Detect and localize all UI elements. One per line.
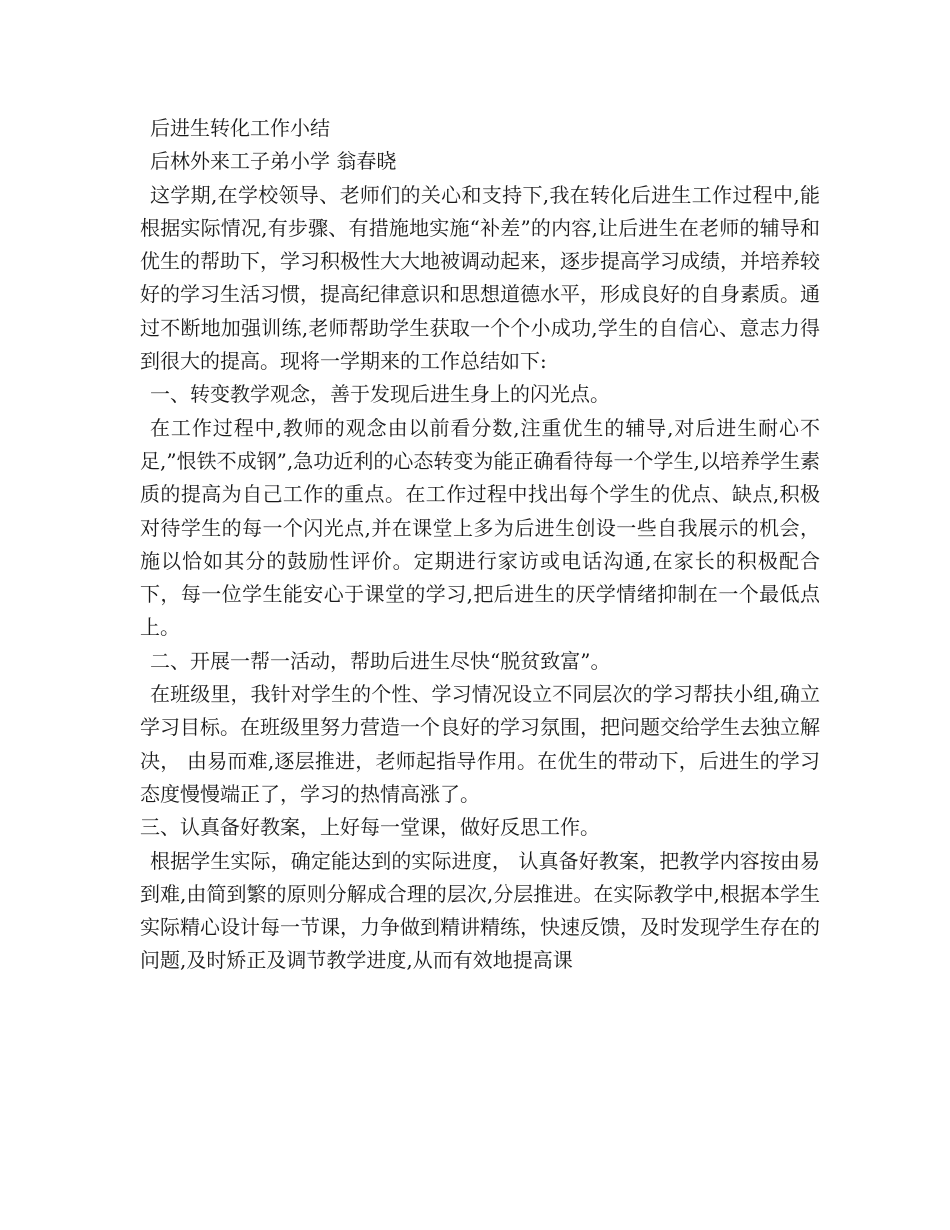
document-page (140, 112, 820, 978)
paragraph-intro: 这学期,在学校领导、老师们的关心和支持下,我在转化后进生工作过程中,能根据实际情况,有步骤、有措施地实施“补差”的内容,让后进生在老师的辅导和优生的帮助下，学习积极性大大地被调动起来，逐步提高学习成绩，并培养较好的学习生活习惯，提高纪律意识和思想道德水平，形成良好的自身素质。通过不断地加强训练,老师帮助学生获取一个个小成功,学生的自信心、意志力得到很大的提高。现将一学期来的工作总结如下: (140, 182, 820, 374)
paragraph-section-1: 在工作过程中,教师的观念由以前看分数,注重优生的辅导,对后进生耐心不足,”恨铁不成钢”,急功近利的心态转变为能正确看待每一个学生,以培养学生素质的提高为自己工作的重点。在工作过程中找出每个学生的优点、缺点,积极对待学生的每一个闪光点,并在课堂上多为后进生创设一些自我展示的机会，施以恰如其分的鼓励性评价。定期进行家访或电话沟通,在家长的积极配合下，每一位学生能安心于课堂的学习,把后进生的厌学情绪抑制在一个最低点上。 (140, 415, 820, 640)
section-heading-1: 一、转变教学观念，善于发现后进生身上的闪光点。 (150, 382, 610, 407)
section-heading-2: 二、开展一帮一活动，帮助后进生尽快“脱贫致富”。 (150, 648, 611, 673)
section-heading-3: 三、认真备好教案，上好每一堂课，做好反思工作。 (140, 815, 600, 840)
paragraph-section-3: 根据学生实际，确定能达到的实际进度， 认真备好教案，把教学内容按由易到难,由简到繁的原则分解成合理的层次,分层推进。在实际教学中,根据本学生实际精心设计每一节课，力争做到精讲精练，快速反馈，及时发现学生存在的问题,及时矫正及调节教学进度,从而有效地提高课 (140, 848, 820, 973)
paragraph-section-2: 在班级里，我针对学生的个性、学习情况设立不同层次的学习帮扶小组,确立学习目标。在班级里努力营造一个良好的学习氛围，把问题交给学生去独立解决， 由易而难,逐层推进，老师起指导作用。在优生的带动下，后进生的学习态度慢慢端正了，学习的热情高涨了。 (140, 682, 820, 806)
author-line: 后林外来工子弟小学 翁春晓 (150, 149, 397, 174)
document-title: 后进生转化工作小结 (150, 116, 330, 140)
